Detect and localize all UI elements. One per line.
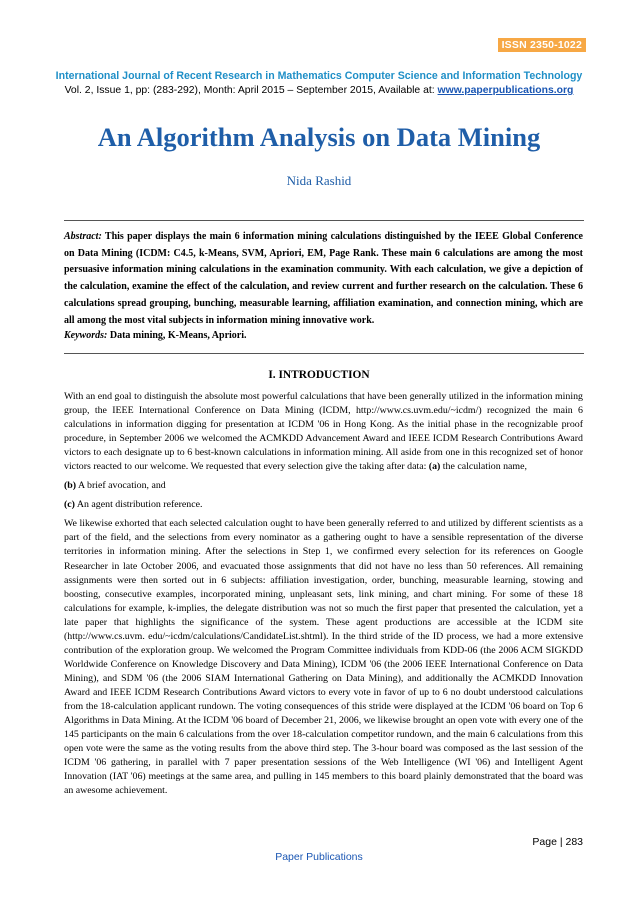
body-text: [64, 390, 583, 803]
keywords-text: Data mining, K-Means, Apriori.: [107, 330, 247, 341]
journal-name: International Journal of Recent Research in Mathematics Computer Science and Information Technology: [55, 70, 583, 82]
paragraph-b: [64, 479, 583, 493]
item-a-text: the calculation name,: [440, 461, 527, 473]
issn-badge: ISSN 2350-1022: [498, 38, 586, 52]
paragraph-1-text: With an end goal to distinguish the absolute most powerful calculations that have been generally utilized in the information mining group, the IEEE International Conference on Data Mining (ICDM, http://www.cs.uvm.edu/~icdm/) recognized the main 6 calculations in information digging for presentation at ICDM '06 in Hong Kong. As the initial phase in the recognizable proof procedure, in September 2006 we welcomed the ACMKDD Advancement Award and IEEE ICDM Research Contributions Award victors to each designate up to 6 best-known calculations in information mining. All aside from one in this recognized set of honor victors reacted to our welcome. We requested that every selection give the taking after data:: [64, 391, 583, 473]
abstract-text: This paper displays the main 6 information mining calculations distinguished by the IEEE Global Conference on Data Mining (ICDM: C4.5, k-Means, SVM, Apriori, EM, Page Rank. These main 6 calculations are among the most persuasive information mining calculations in the examination community. With each calculation, we give a depiction of the calculation, examine the effect of the calculation, and review current and further research on the calculation. These 6 calculations spread grouping, bunching, measurable learning, affiliation examination, and connection mining, which are all among the most vital subjects in information mining innovative work.: [64, 231, 583, 326]
item-b-label: (b): [64, 480, 77, 492]
page-number: Page | 283: [532, 836, 583, 848]
website-link[interactable]: www.paperpublications.org: [437, 85, 574, 96]
abstract-label: Abstract:: [64, 231, 102, 242]
abstract: [64, 229, 583, 329]
paper-title: An Algorithm Analysis on Data Mining: [97, 122, 541, 152]
item-b-text: A brief avocation, and: [76, 480, 166, 492]
paragraph-c: [64, 498, 583, 512]
item-a-label: (a): [428, 461, 441, 473]
divider-top: [64, 220, 584, 221]
paragraph-1: [64, 390, 583, 474]
volume-text: Vol. 2, Issue 1, pp: (283-292), Month: April 2015 – September 2015, Available at:: [64, 85, 438, 96]
keywords-label: Keywords:: [64, 330, 108, 341]
item-c-text: An agent distribution reference.: [74, 499, 203, 511]
keywords: [64, 329, 583, 343]
section-heading: I. INTRODUCTION: [268, 369, 370, 381]
item-c-label: (c): [64, 499, 75, 511]
divider-bottom: [64, 353, 584, 354]
paragraph-2: We likewise exhorted that each selected calculation ought to have been generally referred to and utilized by different scientists as a part of the field, and the selections from every nominator as a gathering ought to have a sensible representation of the diverse territories in information mining. After the selections in Step 1, we confirmed every selection for its references on Google Researcher in late October 2006, and evacuated those assignments that did not have no less than 50 references. All remaining assignments were then sorted out in 6 subjects: affiliation investigation, order, bunching, measurable learning, stowing and boosting, consecutive examples, incorporated mining, unpleasant sets, link mining, and chart mining. For some of these 18 calculations for example, k-implies, the delegate distribution was not so much the first paper that presented the calculation, yet a late paper that highlights the significance of the system. These agent productions are accessible at the ICDM site (http://www.cs.uvm. edu/~icdm/calculations/CandidateList.shtml). In the third stride of the ID process, we had a more extensive contribution of the exploration group. We welcomed the Program Committee individuals from KDD-06 (the 2006 ACM SIGKDD Worldwide Conference on Knowledge Discovery and Data Mining), ICDM '06 (the 2006 IEEE International Conference on Data Mining), and SDM '06 (the 2006 SIAM International Gathering on Data Mining), and additionally the ACMKDD Innovation Award and IEEE ICDM Research Contributions Award victors to every vote in favor of up to 6 no doubt understood calculations from the 18-calculation applicant rundown. The voting consequences of this stride were displayed at the ICDM '06 board on Top 6 Algorithms in Data Mining. At the ICDM '06 board of December 21, 2006, we likewise brought an open vote with every one of the 145 participants on the main 6 calculations from the over 18-calculation competitor rundown, and the main 6 calculations from this open vote were the same as the voting results from the above third step. The 3-hour board was composed as the last session of the ICDM '06 gathering, in parallel with 7 paper presentation sessions of the Web Intelligence (WI '06) and Intelligent Agent Innovation (IAT '06) meetings at the same area, and pulling in 145 members to this board plainly demonstrated that the board was an awesome achievement.: [64, 518, 584, 797]
volume-line: [0, 85, 638, 96]
paper-author: Nida Rashid: [286, 173, 352, 188]
publisher-footer: Paper Publications: [275, 851, 363, 863]
